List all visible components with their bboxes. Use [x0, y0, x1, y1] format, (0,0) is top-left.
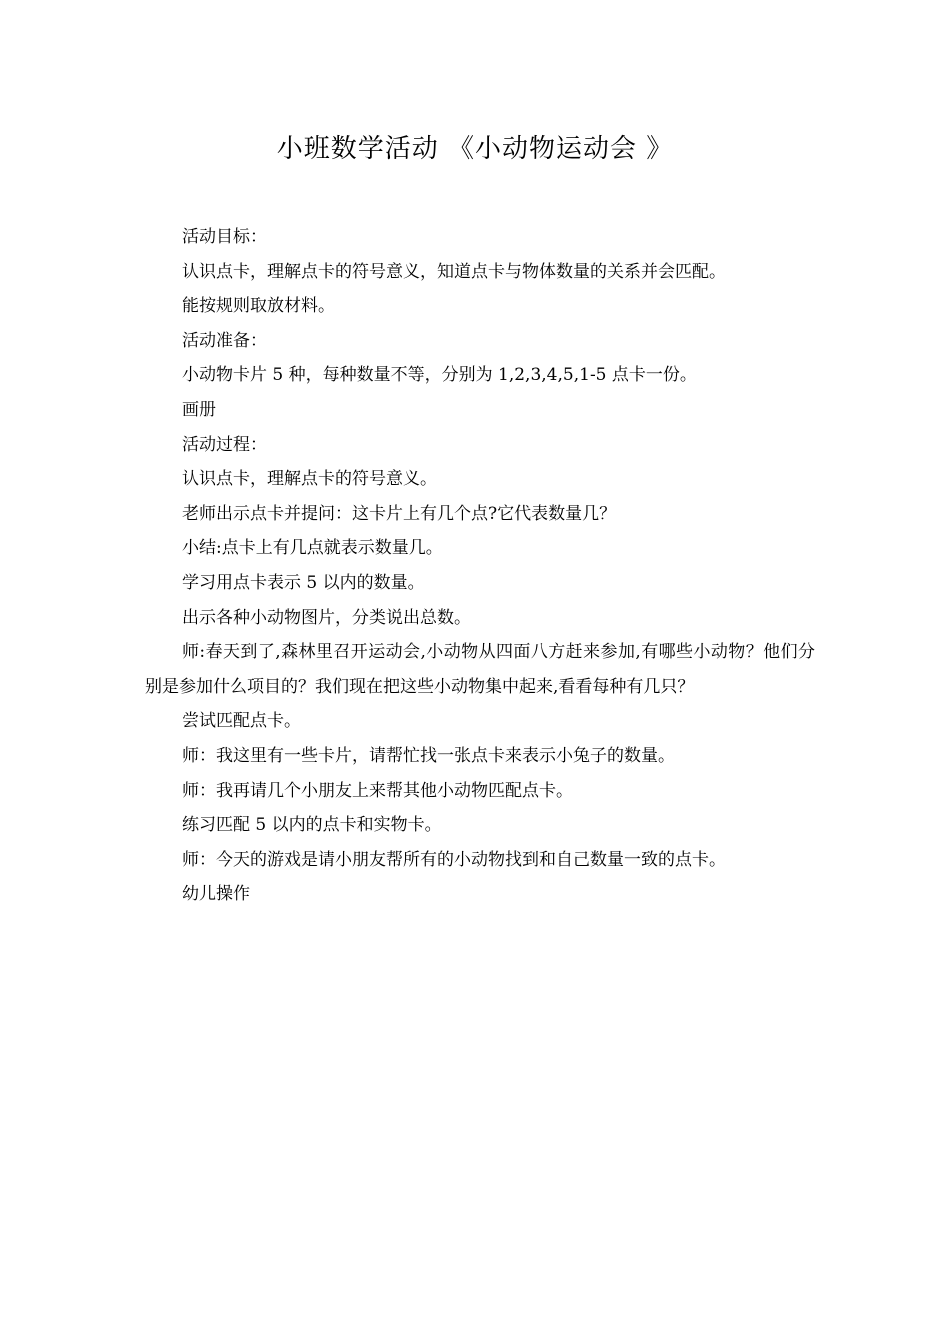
goal-item: 能按规则取放材料。: [182, 296, 335, 317]
section-heading-process: 活动过程：: [182, 434, 267, 455]
process-paragraph: 师：我再请几个小朋友上来帮其他小动物匹配点卡。: [182, 780, 573, 801]
process-paragraph: 师：我这里有一些卡片，请帮忙找一张点卡来表示小兔子的数量。: [182, 745, 675, 766]
document-title: 小班数学活动 《小动物运动会 》: [276, 134, 674, 164]
process-step: 练习匹配 5 以内的点卡和实物卡。: [182, 815, 442, 836]
process-paragraph: 出示各种小动物图片，分类说出总数。: [182, 607, 471, 628]
preparation-item: 小动物卡片 5 种，每种数量不等，分别为 1,2,3,4,5,1-5 点卡一份。: [182, 365, 697, 386]
process-step: 学习用点卡表示 5 以内的数量。: [182, 572, 425, 593]
section-heading-preparation: 活动准备：: [182, 330, 267, 351]
process-paragraph: 小结:点卡上有几点就表示数量几。: [182, 538, 443, 559]
document-body: [145, 220, 815, 912]
process-step: 尝试匹配点卡。: [182, 711, 301, 732]
process-paragraph: 老师出示点卡并提问：这卡片上有几个点?它代表数量几？: [182, 503, 617, 524]
process-step: 认识点卡，理解点卡的符号意义。: [182, 469, 437, 490]
goal-item: 认识点卡，理解点卡的符号意义，知道点卡与物体数量的关系并会匹配。: [182, 261, 726, 282]
process-paragraph: 师:春天到了,森林里召开运动会,小动物从四面八方赶来参加,有哪些小动物？他们分别是参加什么项目的？我们现在把这些小动物集中起来,看看每种有几只？: [145, 642, 815, 697]
process-paragraph: 师：今天的游戏是请小朋友帮所有的小动物找到和自己数量一致的点卡。: [182, 849, 726, 870]
process-paragraph: 幼儿操作: [182, 884, 250, 905]
preparation-item: 画册: [182, 399, 216, 420]
section-heading-goals: 活动目标：: [182, 227, 267, 247]
